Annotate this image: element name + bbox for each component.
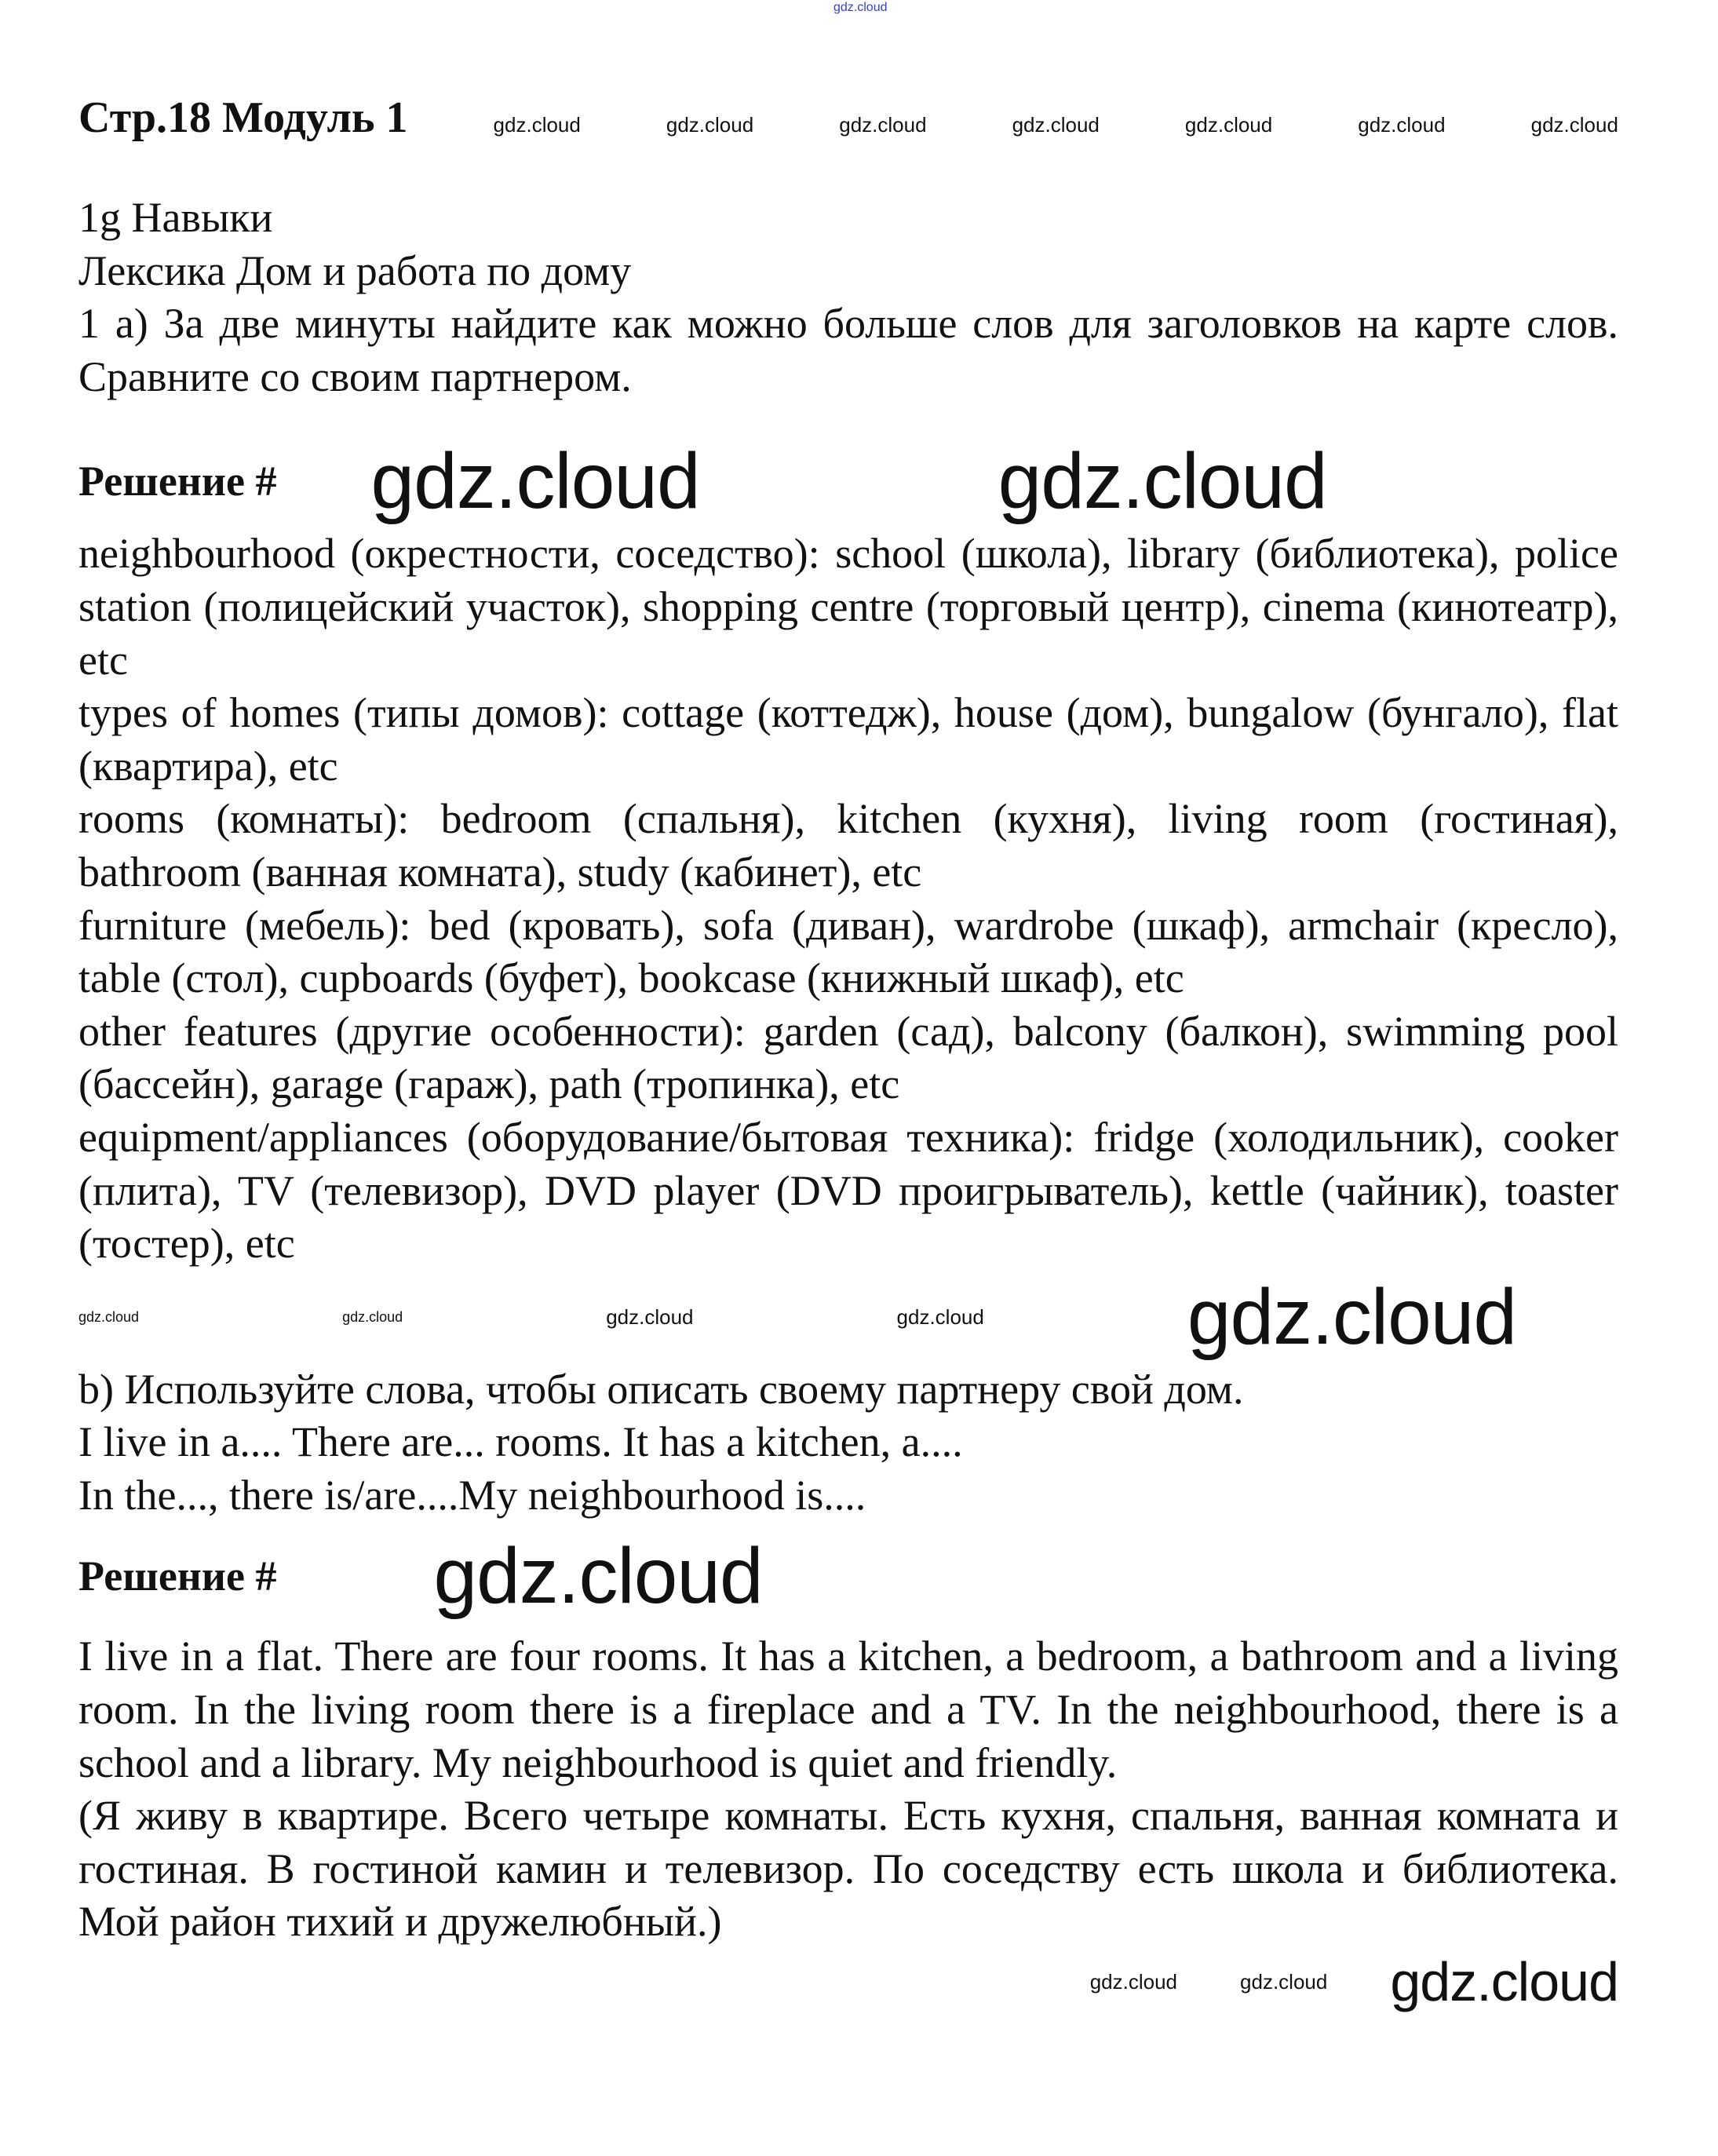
watermark: gdz.cloud	[1358, 113, 1446, 137]
watermark-row	[78, 1271, 1618, 1363]
solution-b-heading-row	[78, 1530, 1618, 1622]
watermark: gdz.cloud	[839, 113, 927, 137]
watermark: gdz.cloud	[78, 1308, 140, 1325]
watermark: gdz.cloud	[1187, 1272, 1516, 1361]
section-subtitle: 1g Навыки	[78, 194, 273, 241]
solution-b-russian: (Я живу в квартире. Всего четыре комнаты. Есть кухня, спальня, ванная комната и гостиная. В гостиной камин и телевизор. По соседству есть школа и библиотека. Мой район тихий и дружелюбный.)	[78, 1792, 1618, 1946]
header-row	[78, 93, 1618, 143]
watermark: gdz.cloud	[1012, 113, 1100, 137]
solution-b-body	[78, 1630, 1618, 1949]
watermark: gdz.cloud	[1089, 1970, 1178, 1994]
watermark: gdz.cloud	[433, 1532, 763, 1621]
task-b	[78, 1363, 1618, 1523]
solution-b-english: I live in a flat. There are four rooms. It has a kitchen, a bedroom, a bathroom and a living room. In the living room there is a fireplace and a TV. In the neighbourhood, there is a school and a library. My neighbourhood is quiet and friendly.	[78, 1633, 1618, 1786]
watermark-row	[78, 1949, 1618, 2015]
solution-paragraph-rooms: rooms (комнаты): bedroom (спальня), kitchen (кухня), living room (гостиная), bathroom (ванная комната), study (кабинет), etc	[78, 795, 1618, 896]
task-section	[78, 192, 1618, 403]
watermark: gdz.cloud	[342, 1308, 403, 1325]
solution-paragraph-equipment: equipment/appliances (оборудование/бытовая техника): fridge (холодильник), cooker (плита), TV (телевизор), DVD player (DVD проигрыватель), kettle (чайник), toaster (тостер), etc	[78, 1113, 1618, 1268]
task-b-line: b) Используйте слова, чтобы описать своему партнеру свой дом.	[78, 1365, 1244, 1413]
watermark: gdz.cloud	[666, 113, 754, 137]
solution-paragraph-homes: types of homes (типы домов): cottage (коттедж), house (дом), bungalow (бунгало), flat (квартира), etc	[78, 689, 1618, 790]
solution-a-heading: Решение #	[78, 457, 277, 505]
watermark: gdz.cloud	[1184, 113, 1273, 137]
section-topic: Лексика Дом и работа по дому	[78, 246, 632, 294]
task-b-line: In the..., there is/are....My neighbourhood is....	[78, 1471, 866, 1519]
watermark: gdz.cloud	[493, 113, 581, 137]
solution-paragraph-features: other features (другие особенности): garden (сад), balcony (балкон), swimming pool (бассейн), garage (гараж), path (тропинка), etc	[78, 1007, 1618, 1108]
watermark: gdz.cloud	[998, 437, 1327, 526]
solution-b-heading: Решение #	[78, 1552, 277, 1600]
solution-a-body	[78, 527, 1618, 1270]
task-a-text: 1 а) За две минуты найдите как можно больше слов для заголовков на карте слов. Сравните со своим партнером.	[78, 300, 1618, 400]
watermark: gdz.cloud	[1240, 1970, 1328, 1994]
watermark: gdz.cloud	[606, 1304, 694, 1329]
solution-paragraph-furniture: furniture (мебель): bed (кровать), sofa (диван), wardrobe (шкаф), armchair (кресло), table (стол), cupboards (буфет), bookcase (книжный шкаф), etc	[78, 901, 1618, 1002]
watermark: gdz.cloud	[896, 1304, 984, 1329]
page-title: Стр.18 Модуль 1	[78, 93, 408, 142]
watermark: gdz.cloud	[1530, 113, 1618, 137]
solution-paragraph-neighbourhood: neighbourhood (окрестности, соседство): school (школа), library (библиотека), police station (полицейский участок), shopping centre (торговый центр), cinema (кинотеатр), etc	[78, 530, 1618, 684]
watermark: gdz.cloud	[1390, 1951, 1618, 2013]
watermark: gdz.cloud	[370, 437, 700, 526]
watermark: gdz.cloud	[833, 1, 888, 14]
document-column	[78, 0, 1618, 2015]
solution-a-heading-row	[78, 435, 1618, 527]
task-b-line: I live in a.... There are... rooms. It has a kitchen, a....	[78, 1418, 963, 1466]
